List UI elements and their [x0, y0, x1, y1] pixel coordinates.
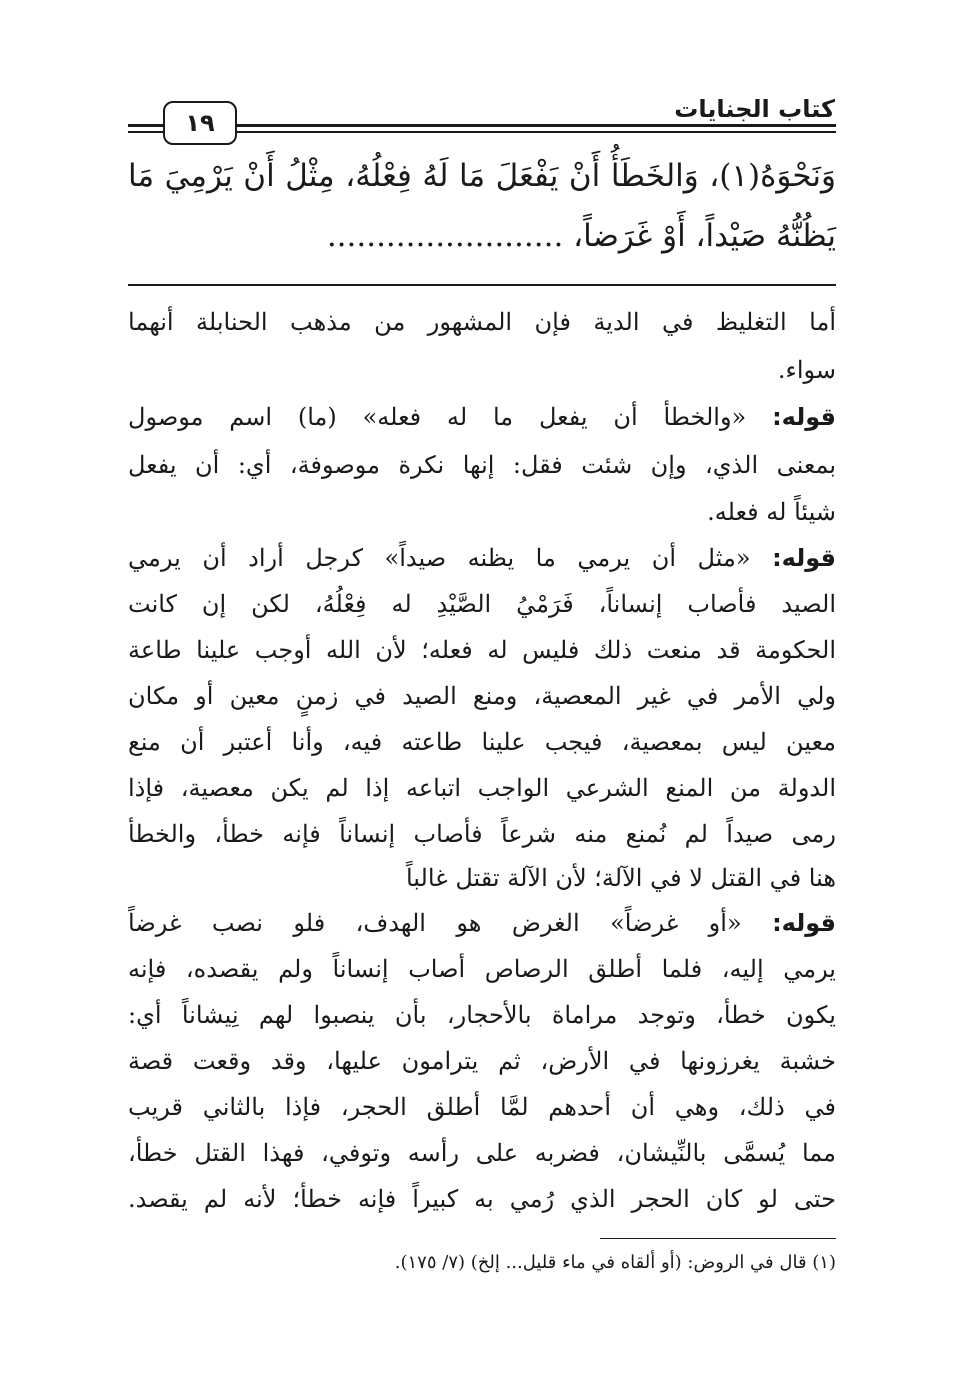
commentary-text: «والخطأ أن يفعل ما له فعله» (ما) اسم موصول	[128, 403, 773, 431]
commentary-line-8: الحكومة قد منعت ذلك فليس له فعله؛ لأن الله أوجب علينا طاعة	[128, 636, 836, 664]
commentary-line-7: الصيد فأصاب إنساناً، فَرَمْيُ الصَّيْدِ له فِعْلُهُ، لكن إن كانت	[128, 590, 836, 618]
header-rule-left-thin	[128, 131, 168, 133]
footnote-1: (١) قال في الروض: (أو ألقاه في ماء قليل... إلخ) (٧/ ١٧٥).	[394, 1252, 836, 1273]
commentary-line-6	[128, 546, 836, 570]
footnote-rule	[600, 1238, 836, 1239]
qawluhu-lead: قوله:	[772, 909, 836, 937]
header-rule-left	[128, 124, 168, 127]
commentary-line-16: يكون خطأ، وتوجد مراماة بالأحجار، بأن ينصبوا لهم نِيشاناً أي:	[128, 1001, 836, 1029]
commentary-line-17: خشبة يغرزونها في الأرض، ثم يترامون عليها، وقد وقعت قصة	[128, 1047, 836, 1075]
commentary-line-18: في ذلك، وهي أن أحدهم لمَّا أطلق الحجر، فإذا بالثاني قريب	[128, 1093, 836, 1121]
matn-line-2: يَظُنُّهُ صَيْداً، أَوْ غَرَضاً، ........................	[326, 218, 836, 254]
commentary-line-9: ولي الأمر في غير المعصية، ومنع الصيد في زمنٍ معين أو مكان	[128, 682, 836, 710]
commentary-line-15: يرمي إليه، فلما أطلق الرصاص أصاب إنساناً ولم يقصده، فإنه	[128, 955, 836, 983]
commentary-line-20: حتى لو كان الحجر الذي رُمي به كبيراً فإنه خطأ؛ لأنه لم يقصد.	[128, 1185, 836, 1213]
running-head-title: كتاب الجنايات	[674, 95, 835, 123]
commentary-line-1: أما التغليظ في الدية فإن المشهور من مذهب الحنابلة أنهما	[128, 308, 836, 336]
commentary-line-3	[128, 405, 836, 429]
commentary-line-12: رمى صيداً لم نُمنع منه شرعاً فأصاب إنساناً فإنه خطأ، والخطأ	[128, 820, 836, 848]
commentary-line-14	[128, 911, 836, 935]
commentary-line-11: الدولة من المنع الشرعي الواجب اتباعه إذا لم يكن معصية، فإذا	[128, 774, 836, 802]
commentary-line-19: مما يُسمَّى بالنِّيشان، فضربه على رأسه وتوفي، فهذا القتل خطأ،	[128, 1139, 836, 1167]
commentary-line-4: بمعنى الذي، وإن شئت فقل: إنها نكرة موصوفة، أي: أن يفعل	[128, 451, 836, 479]
commentary-line-2: سواء.	[777, 356, 836, 384]
header-rule-right	[230, 124, 836, 127]
commentary-line-10: معين ليس بمعصية، فيجب علينا طاعته فيه، وأنا أعتبر أن منع	[128, 728, 836, 756]
matn-line-1: وَنَحْوَهُ(١)، وَالخَطَأُ أَنْ يَفْعَلَ مَا لَهُ فِعْلُهُ، مِثْلُ أَنْ يَرْمِيَ مَا	[128, 158, 836, 194]
commentary-line-13: هنا في القتل لا في الآلة؛ لأن الآلة تقتل غالباً	[405, 864, 836, 892]
matn-separator-rule	[128, 284, 836, 286]
qawluhu-lead: قوله:	[772, 403, 836, 431]
commentary-line-5: شيئاً له فعله.	[707, 498, 836, 526]
page-number-box	[163, 101, 237, 145]
header-rule-right-thin	[230, 131, 836, 133]
commentary-text: «أو غرضاً» الغرض هو الهدف، فلو نصب غرضاً	[128, 909, 773, 937]
page-number: ١٩	[185, 109, 215, 137]
commentary-text: «مثل أن يرمي ما يظنه صيداً» كرجل أراد أن يرمي	[128, 544, 773, 572]
qawluhu-lead: قوله:	[772, 544, 836, 572]
